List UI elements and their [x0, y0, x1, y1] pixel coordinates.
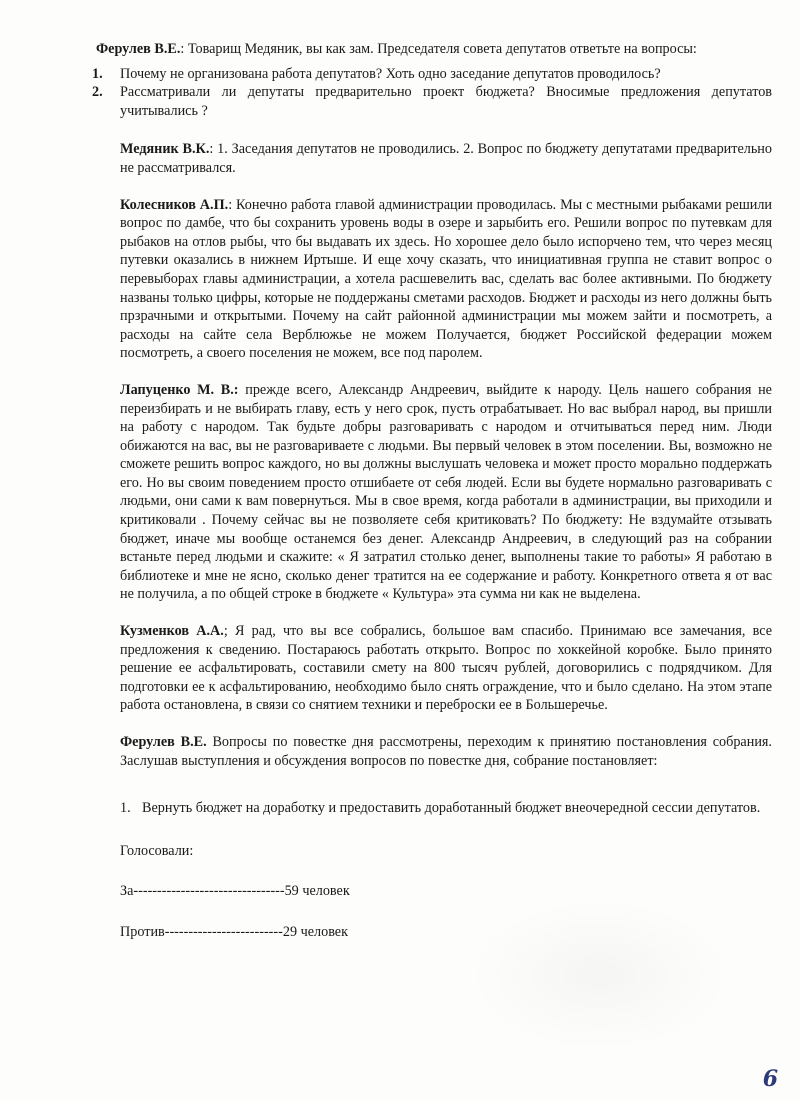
page-number: 6 — [762, 1066, 778, 1092]
intro-paragraph — [96, 40, 772, 59]
speaker-name: Ферулев В.Е. — [120, 734, 207, 750]
document-body — [92, 40, 773, 942]
speech-text: : Товарищ Медяник, вы как зам. Председателя совета депутатов ответьте на вопросы: — [180, 41, 697, 57]
speech-text: : 1. Заседания депутатов не проводились. 2. Вопрос по бюджету депутатами предварительно не рассматривался. — [120, 141, 772, 176]
list-item — [92, 83, 772, 120]
list-number: 1. — [92, 65, 103, 82]
speech-text: прежде всего, Александр Андреевич, выйдите к народу. Цель нашего собрания не переизбирать и не выбирать главу, есть у него срок, пусть отрабатывает. Но вас выбрал народ, вы пришли на работу с народом. Так будьте добры разговаривать с народом и отчитываться перед ним. Люди обижаются на вас, вы не разговариваете с людьми. Вы первый человек в этом поселении. Вы, возможно не сможете решить вопрос каждого, но вы должны выслушать человека и может просто морально поддержать его. Но вы своим поведением просто отшибаете от себя людей. Если вы будете нормально разговаривать с людьми, они сами к вам повернуться. Мы в свое время, когда работали в администрации, вы приходили и критиковали . Почему сейчас вы не позволяете себя критиковать? По бюджету: Не вздумайте отзывать бюджет, иначе мы вообще останемся без денег. Александр Андреевич, в следующий раз на собрании встаньте перед людьми и скажите: « Я затратил столько денег, выполнены такие то работы» Я работаю в библиотеке и мне не ясно, сколько денег тратится на ее содержание и работу. Конкретного ответа я от вас не получила, а по общей строке в бюджете « Культура» эта сумма ни как не выделена. — [120, 381, 772, 603]
speech-paragraph — [96, 733, 772, 770]
speech-paragraph — [96, 140, 772, 177]
list-number: 2. — [92, 84, 103, 101]
speaker-name: Ферулев В.Е. — [96, 41, 181, 57]
speaker-name: Кузменков А.А. — [120, 623, 224, 640]
speaker-name: Лапуценко М. В.: — [120, 381, 239, 398]
speech-paragraph — [96, 196, 772, 363]
speech-text: : Конечно работа главой администрации проводилась. Мы с местными рыбаками решили вопрос по дамбе, что бы сохранить уровень воды в озере и зарыбить его. Решили вопрос по путевкам для рыбаков на отлов рыбы, что бы выдавать их здесь. Но хорошее дело было испорчено тем, что через месяц путевки оказались в нижнем Иртыше. И еще хочу сказать, что инициативная группа не ставит вопрос о перевыборах главы администрации, а хотела расшевелить вас, сделать вас более активными. По бюджету названы только цифры, которые не поддержаны сметами расходов. Бюджет и расходы из него должны быть прзрачными и открытыми. Почему на сайт районной администрации мы можем зайти и посмотреть, а расходы на сайте села Верблюжье не можем Получается, бюджет Российской федерации можем посмотреть, а своего поселения не можем, все под паролем. — [120, 196, 773, 362]
resolution-item — [96, 799, 772, 818]
questions-list — [92, 65, 772, 121]
speech-text: ; Я рад, что вы все собрались, большое вам спасибо. Принимаю все замечания, все предложения к сведению. Постараюсь работать открыто. Вопрос по хоккейной коробке. Было принято решение ее асфальтировать, составили смету на 800 тысяч рублей, договорились с подрядчиком. Для подготовки ее к асфальтированию, необходимо было снять ограждение, что и было сделано. На этом этапе работа остановлена, в связи со снятием техники и переброски ее в Большеречье. — [120, 623, 773, 714]
speech-paragraph — [96, 381, 772, 604]
question-text: Рассматривали ли депутаты предварительно проект бюджета? Вносимые предложения депутатов учитывались ? — [120, 84, 772, 119]
list-number: 1. — [120, 800, 131, 817]
speech-text: Вопросы по повестке дня рассмотрены, переходим к принятию постановления собрания. Заслушав выступления и обсуждения вопросов по повестке дня, собрание постановляет: — [120, 734, 772, 769]
speech-paragraph — [96, 622, 772, 715]
resolution-text: Вернуть бюджет на доработку и предоставить доработанный бюджет внеочередной сессии депутатов. — [142, 800, 761, 817]
voting-label: Голосовали: — [120, 842, 194, 859]
speaker-name: Колесников А.П. — [120, 196, 229, 213]
vote-for-line: За--------------------------------59 человек — [120, 883, 350, 900]
speaker-name: Медяник В.К. — [120, 141, 210, 158]
list-item — [92, 65, 772, 84]
vote-against-line: Против-------------------------29 человек — [120, 923, 348, 940]
question-text: Почему не организована работа депутатов? Хоть одно заседание депутатов проводилось? — [120, 65, 661, 82]
